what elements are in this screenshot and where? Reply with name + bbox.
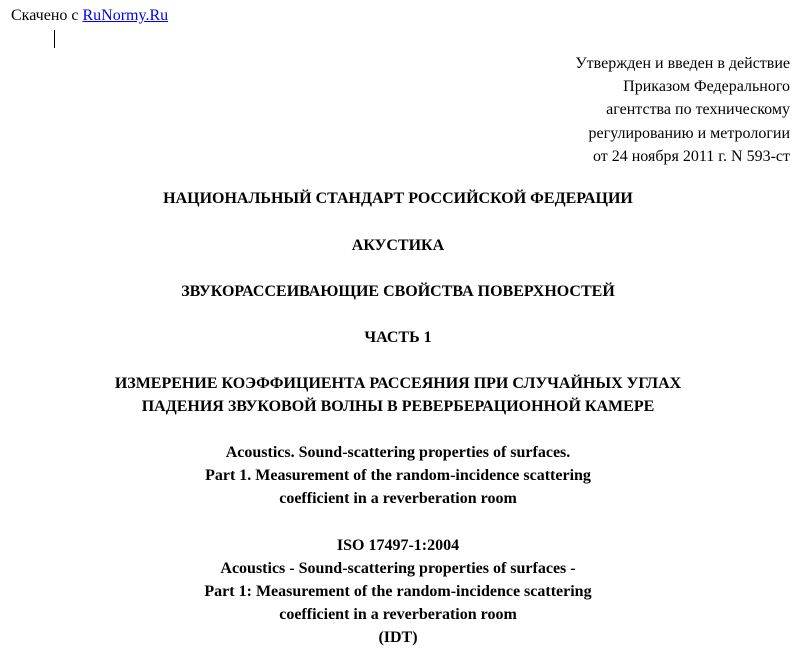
standard-title-block	[0, 187, 796, 210]
approval-block	[410, 52, 790, 168]
standard-subject: АКУСТИКА	[351, 237, 445, 254]
source-line	[11, 6, 168, 26]
iso-block	[0, 534, 796, 649]
part-title-line: ИЗМЕРЕНИЕ КОЭФФИЦИЕНТА РАССЕЯНИЯ ПРИ СЛУЧАЙНЫХ УГЛАХ	[114, 375, 682, 392]
standard-title: НАЦИОНАЛЬНЫЙ СТАНДАРТ РОССИЙСКОЙ ФЕДЕРАЦИИ	[163, 190, 633, 207]
iso-title-line: coefficient in a reverberation room	[279, 606, 517, 623]
iso-code: ISO 17497-1:2004	[336, 537, 460, 554]
part-title-line: ПАДЕНИЯ ЗВУКОВОЙ ВОЛНЫ В РЕВЕРБЕРАЦИОННОЙ КАМЕРЕ	[141, 398, 655, 415]
approval-line: агентства по техническому	[606, 101, 790, 119]
english-title-line: Part 1. Measurement of the random-incidence scattering	[205, 467, 591, 484]
source-prefix: Скачено с	[11, 7, 83, 24]
standard-subtitle: ЗВУКОРАССЕИВАЮЩИЕ СВОЙСТВА ПОВЕРХНОСТЕЙ	[181, 283, 615, 300]
approval-line: от 24 ноября 2011 г. N 593-ст	[592, 147, 790, 165]
approval-line: Утвержден и введен в действие	[575, 55, 790, 72]
part-title-block	[0, 372, 796, 418]
english-title-block	[0, 441, 796, 510]
runormy-link[interactable]: RuNormy.Ru	[82, 7, 169, 24]
standard-part: ЧАСТЬ 1	[364, 329, 432, 346]
iso-title-line: Part 1: Measurement of the random-incidence scattering	[204, 583, 592, 600]
approval-line: регулированию и метрологии	[588, 124, 790, 142]
iso-title-line: Acoustics - Sound-scattering properties of surfaces -	[220, 560, 576, 577]
iso-equivalence: (IDT)	[378, 629, 418, 646]
english-title-line: coefficient in a reverberation room	[279, 490, 517, 507]
subtitle-block	[0, 280, 796, 303]
english-title-line: Acoustics. Sound-scattering properties of surfaces.	[225, 444, 571, 461]
subject-block	[0, 234, 796, 257]
part-block	[0, 326, 796, 349]
approval-line: Приказом Федерального	[623, 78, 790, 96]
text-cursor	[54, 30, 55, 48]
